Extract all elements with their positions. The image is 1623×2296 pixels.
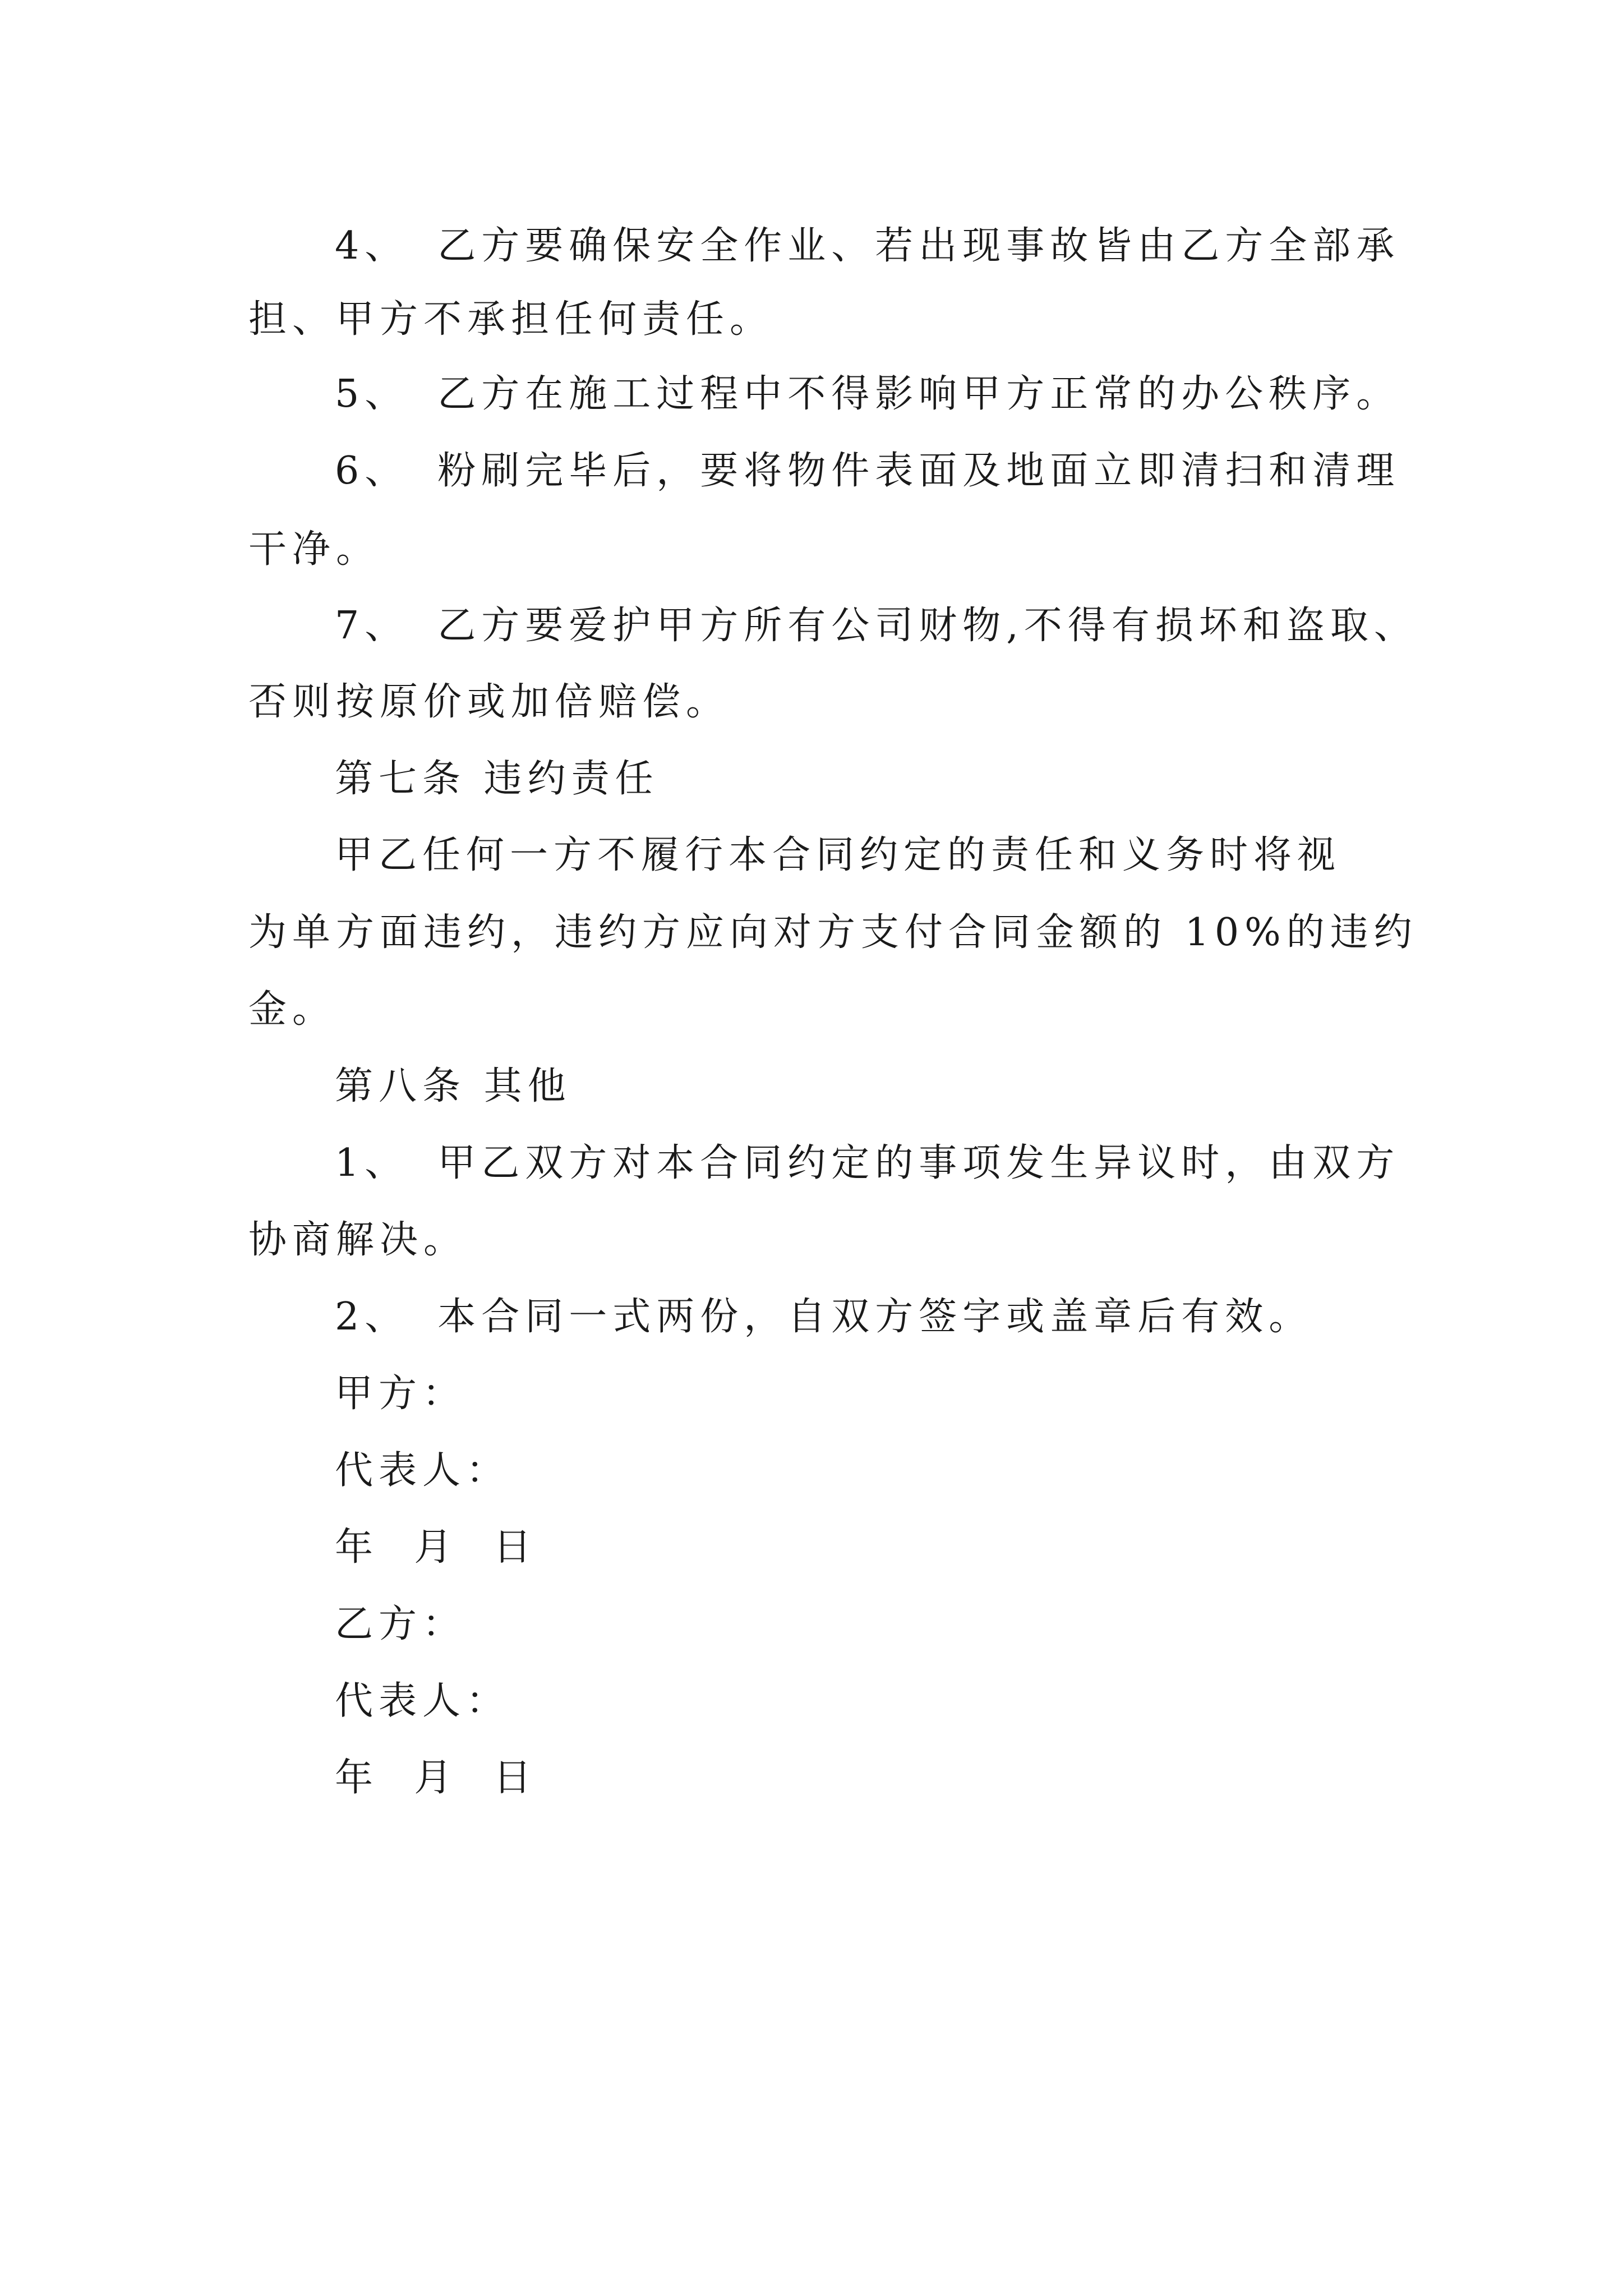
item-number: 7、 [335, 604, 409, 648]
item-number: 1、 [335, 1141, 409, 1185]
item-number: 5、 [335, 372, 409, 416]
item-text: 乙方要爱护甲方所有公司财物,不得有损坏和盗取、 [437, 604, 1418, 648]
article-8-heading: 第八条 其他 [335, 1064, 571, 1108]
item-4 [335, 221, 1400, 272]
party-a-representative-label: 代表人： [335, 1448, 510, 1493]
party-b-representative-label: 代表人： [335, 1679, 510, 1723]
item-7-continuation: 否则按原价或加倍赔偿。 [248, 680, 730, 724]
article-8-item-2 [335, 1292, 1312, 1342]
article-7-line-1: 甲乙任何一方不履行本合同约定的责任和义务时将视 [335, 833, 1341, 877]
article-7-heading: 第七条 违约责任 [335, 757, 659, 801]
item-text: 本合同一式两份，自双方签字或盖章后有效。 [437, 1295, 1313, 1339]
party-a-label: 甲方： [335, 1372, 467, 1416]
article-7-line-2: 为单方面违约，违约方应向对方支付合同金额的 10%的违约 [248, 910, 1418, 955]
party-b-label: 乙方： [335, 1602, 467, 1646]
item-text: 粉刷完毕后，要将物件表面及地面立即清扫和清理 [437, 449, 1400, 493]
item-text: 甲乙双方对本合同约定的事项发生异议时，由双方 [437, 1141, 1400, 1185]
item-number: 6、 [335, 449, 409, 493]
party-a-date: 年 月 日 [335, 1525, 537, 1570]
article-8-item-1 [335, 1138, 1400, 1189]
item-number: 2、 [335, 1295, 409, 1339]
article-8-item-1-continuation: 协商解决。 [248, 1218, 468, 1262]
party-b-date: 年 月 日 [335, 1756, 537, 1800]
item-6 [335, 446, 1400, 496]
article-7-line-3: 金。 [248, 987, 336, 1032]
item-4-continuation: 担、甲方不承担任何责任。 [248, 297, 774, 342]
item-number: 4、 [335, 224, 409, 268]
item-7 [335, 601, 1418, 651]
item-text: 乙方要确保安全作业、若出现事故皆由乙方全部承 [437, 224, 1400, 268]
item-6-continuation: 干净。 [248, 527, 380, 572]
item-text: 乙方在施工过程中不得影响甲方正常的办公秩序。 [437, 372, 1400, 416]
item-5 [335, 369, 1400, 420]
